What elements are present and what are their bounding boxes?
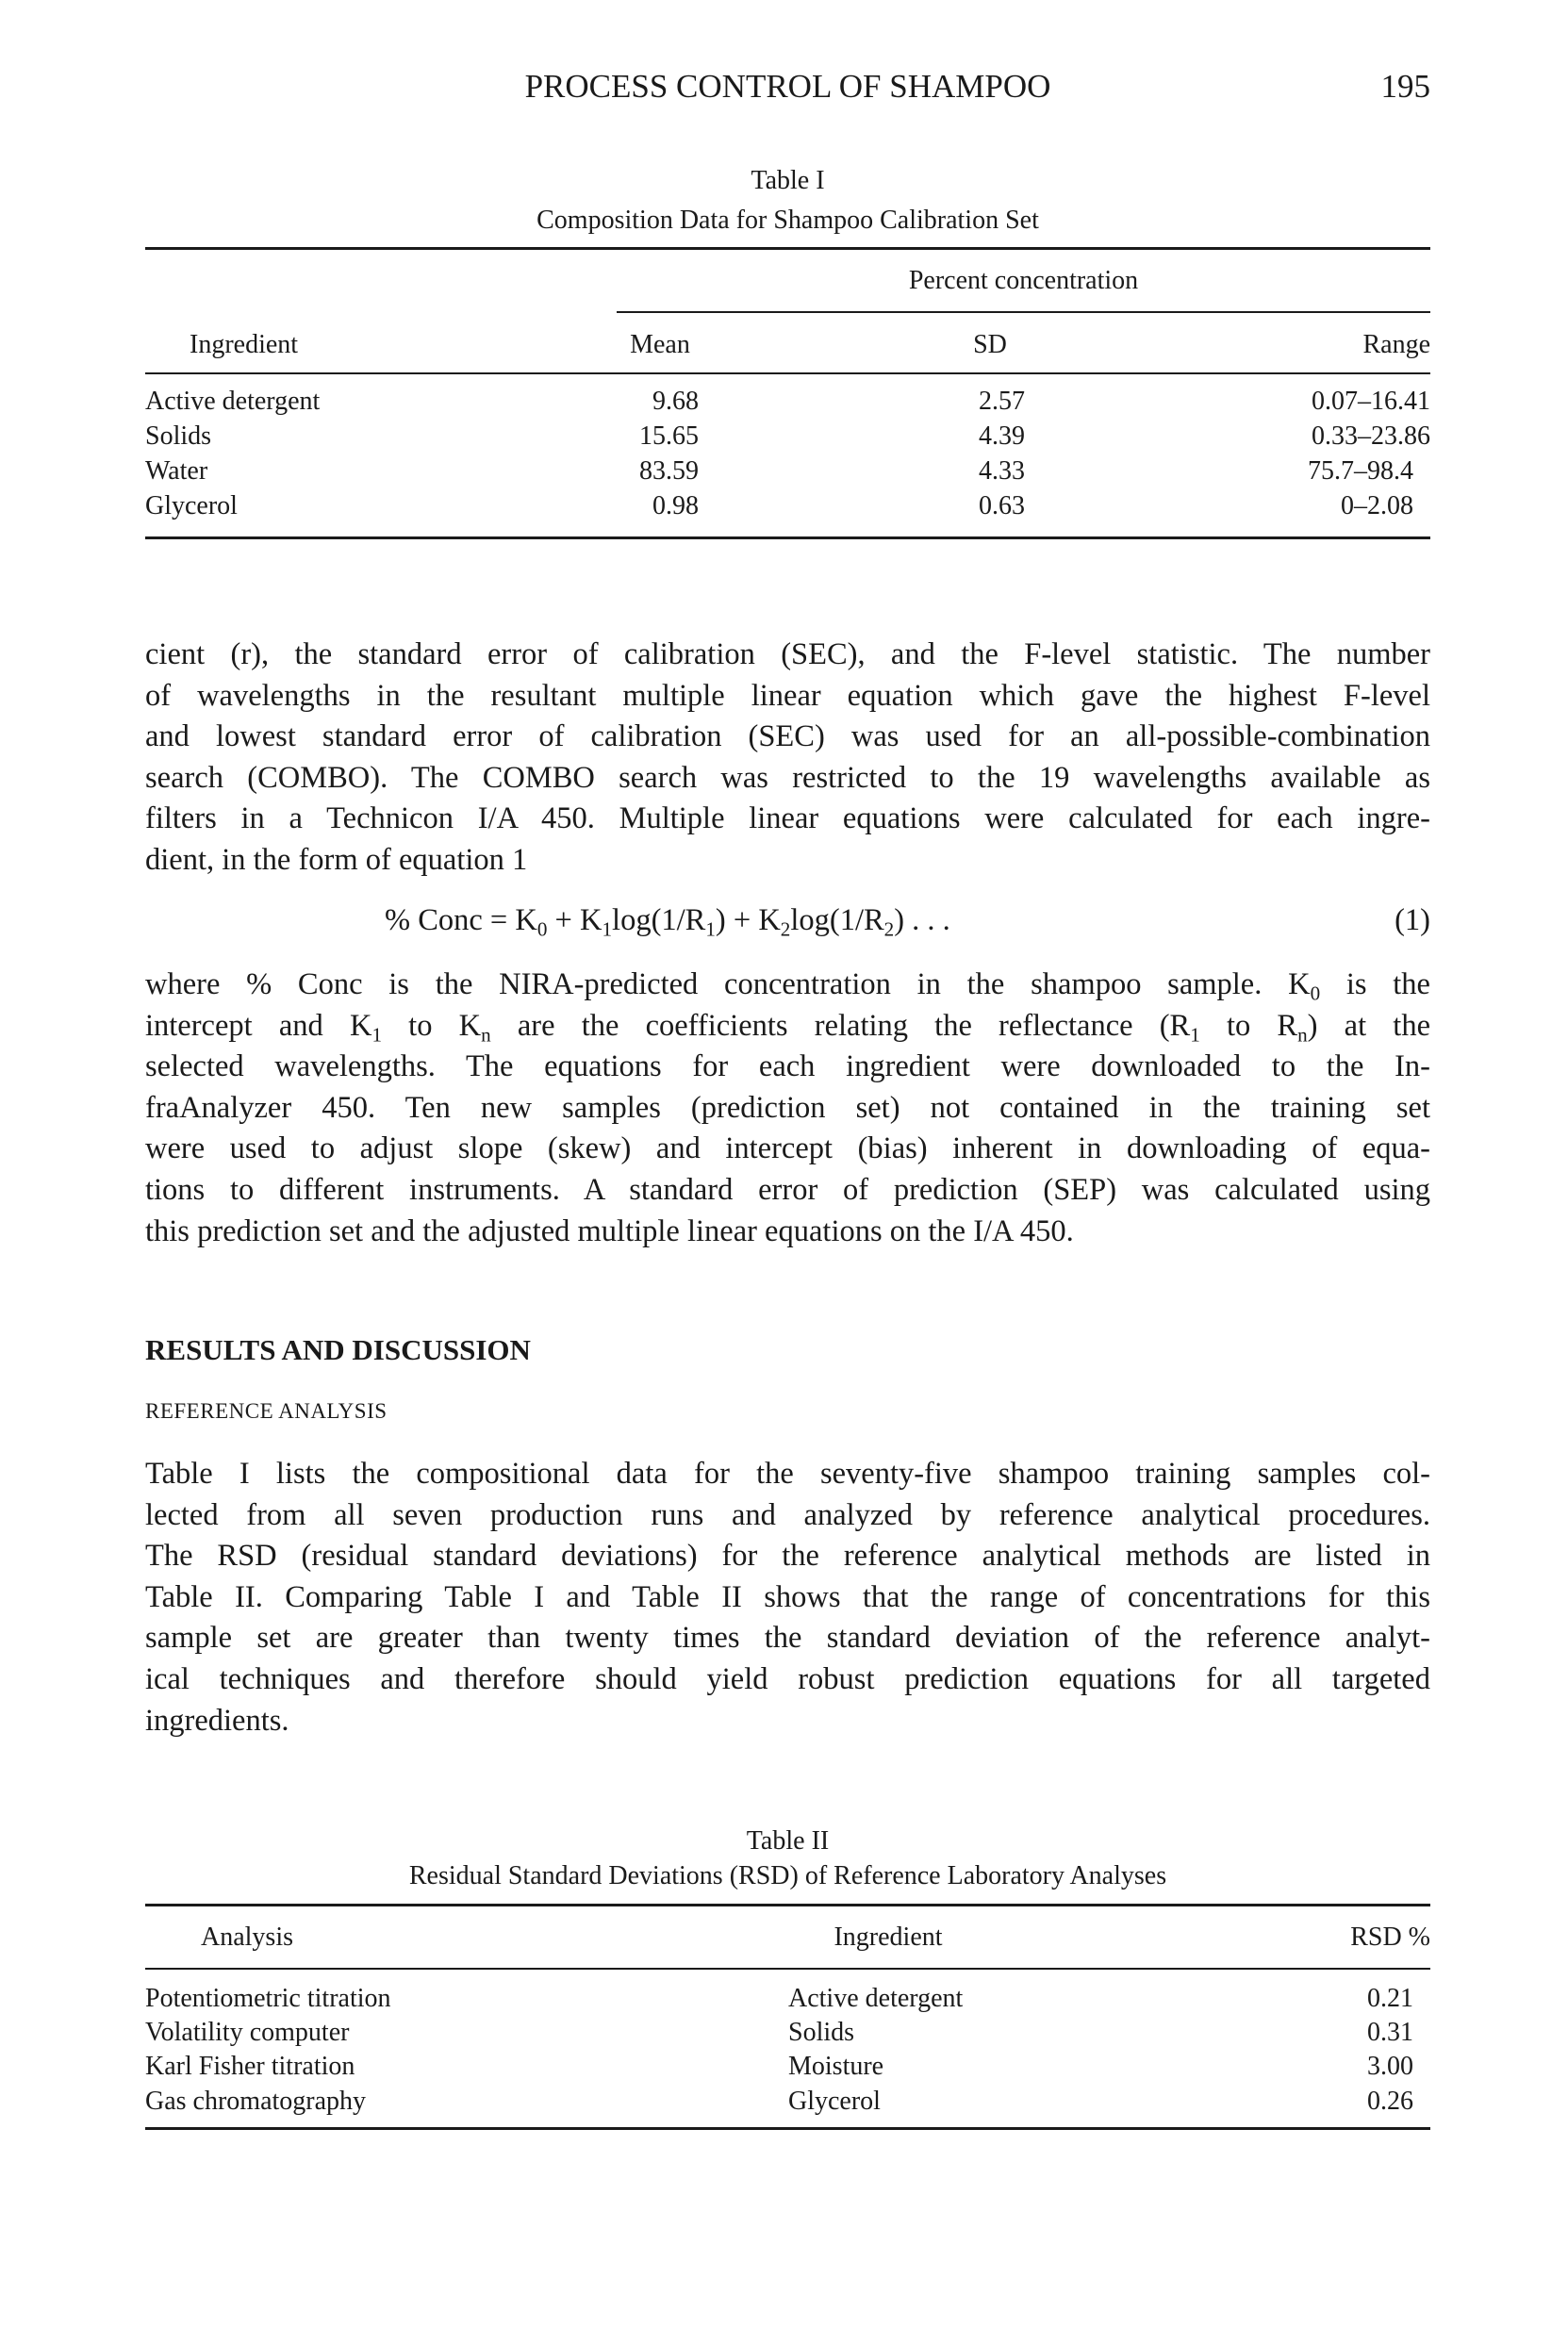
cell-ingredient: Water xyxy=(145,456,208,486)
cell-sd: 0.63 xyxy=(979,491,1025,520)
subscript: 2 xyxy=(780,917,791,941)
text-run: selected wavelengths. The equations for each ingredient were downloaded to the In- xyxy=(145,1049,1430,1084)
text-run: lected from all seven production runs and analyzed by reference analytical procedures. xyxy=(145,1497,1430,1532)
text-run: this prediction set and the adjusted multiple linear equations on the I/A 450. xyxy=(145,1213,1074,1248)
text-line xyxy=(145,965,1430,1003)
equation-number: (1) xyxy=(1395,903,1430,937)
text-run: dient, in the form of equation 1 xyxy=(145,843,528,877)
table-rule-header xyxy=(145,372,1430,374)
table-1-caption: Composition Data for Shampoo Calibration Set xyxy=(536,206,1039,235)
text-line xyxy=(145,718,1430,755)
text-line xyxy=(145,1007,1430,1045)
text-run: where % Conc is the NIRA-predicted concentration in the shampoo sample. K xyxy=(145,967,1311,1001)
text-run: sample set are greater than twenty times the standard deviation of the reference analyt- xyxy=(145,1621,1430,1656)
running-title: PROCESS CONTROL OF SHAMPOO xyxy=(524,68,1051,105)
text-line xyxy=(145,677,1430,715)
cell-mean: 9.68 xyxy=(652,387,699,416)
text-line xyxy=(145,1619,1430,1657)
cell-ingredient: Solids xyxy=(788,2018,855,2047)
cell-range: 0.07–16.41 xyxy=(1312,387,1430,416)
table-2-col-header: Analysis xyxy=(201,1923,293,1952)
text-run: to R xyxy=(1199,1008,1298,1043)
table-rule-top xyxy=(145,1904,1430,1906)
table-1-col-header: SD xyxy=(973,330,1007,359)
cell-range: 75.7–98.4 xyxy=(1308,456,1413,486)
table-rule-bottom xyxy=(145,536,1430,539)
cell-sd: 4.39 xyxy=(979,421,1025,451)
subscript: n xyxy=(481,1022,491,1046)
text-run: are the coefficients relating the reflectance (R xyxy=(490,1008,1191,1043)
text-run: filters in a Technicon I/A 450. Multiple linear equations were calculated for each ingre- xyxy=(145,801,1430,836)
text-run: is the xyxy=(1320,967,1430,1001)
cell-ingredient: Active detergent xyxy=(788,1984,964,2013)
text-line xyxy=(145,841,1430,879)
text-line xyxy=(145,1171,1430,1209)
cell-analysis: Volatility computer xyxy=(145,2018,350,2047)
table-2-label: Table II xyxy=(746,1826,830,1856)
subscript: 1 xyxy=(371,1022,382,1046)
cell-mean: 0.98 xyxy=(652,491,699,520)
cell-ingredient: Glycerol xyxy=(145,491,238,520)
table-2-col-header: Ingredient xyxy=(834,1923,943,1952)
text-line xyxy=(145,1702,1430,1740)
text-run: ical techniques and therefore should yield robust prediction equations for all targeted xyxy=(145,1662,1430,1696)
table-2-caption: Residual Standard Deviations (RSD) of Reference Laboratory Analyses xyxy=(408,1861,1167,1890)
text-line xyxy=(145,1537,1430,1575)
section-heading: RESULTS AND DISCUSSION xyxy=(145,1333,531,1366)
text-run: search (COMBO). The COMBO search was restricted to the 19 wavelengths available as xyxy=(145,760,1430,795)
subscript: 1 xyxy=(1190,1022,1200,1046)
subscript: 1 xyxy=(705,917,716,941)
subscript: 1 xyxy=(602,917,613,941)
cell-ingredient: Active detergent xyxy=(145,387,321,416)
text-run: ) at the xyxy=(1307,1008,1431,1043)
text-run: of wavelengths in the resultant multiple linear equation which gave the highest F-level xyxy=(145,678,1430,713)
table-rule-bottom xyxy=(145,2127,1430,2130)
cell-ingredient: Solids xyxy=(145,421,212,451)
text-line xyxy=(145,1130,1430,1167)
text-run: were used to adjust slope (skew) and intercept (bias) inherent in downloading of equa- xyxy=(145,1131,1430,1166)
text-line xyxy=(145,1089,1430,1127)
table-rule-header xyxy=(145,1968,1430,1970)
cell-analysis: Potentiometric titration xyxy=(145,1984,391,2013)
text-run: intercept and K xyxy=(145,1008,372,1043)
text-run: The RSD (residual standard deviations) for the reference analytical methods are listed in xyxy=(145,1539,1430,1574)
page-number: 195 xyxy=(1380,68,1430,105)
text-run: ) . . . xyxy=(894,903,950,937)
text-run: Table I lists the compositional data for the seventy-five shampoo training samples col- xyxy=(145,1457,1430,1491)
text-line xyxy=(145,1048,1430,1085)
cell-ingredient: Glycerol xyxy=(788,2087,881,2116)
table-rule-top xyxy=(145,247,1430,250)
text-run: ingredients. xyxy=(145,1703,289,1738)
text-run: fraAnalyzer 450. Ten new samples (prediction set) not contained in the training set xyxy=(145,1090,1430,1125)
text-line xyxy=(145,800,1430,837)
text-run: tions to different instruments. A standard error of prediction (SEP) was calculated using xyxy=(145,1173,1430,1207)
text-run: + K xyxy=(547,903,602,937)
text-run: Table II. Comparing Table I and Table II shows that the range of concentrations for this xyxy=(145,1579,1430,1614)
text-line xyxy=(145,1455,1430,1493)
cell-sd: 4.33 xyxy=(979,456,1025,486)
text-run: cient (r), the standard error of calibration (SEC), and the F-level statistic. The number xyxy=(145,637,1430,671)
text-line xyxy=(145,759,1430,797)
table-1-col-header: Mean xyxy=(630,330,690,359)
subscript: 2 xyxy=(883,917,895,941)
cell-rsd: 3.00 xyxy=(1367,2052,1413,2081)
table-rule-group xyxy=(617,311,1430,313)
text-run: and lowest standard error of calibration (SEC) was used for an all-possible-combination xyxy=(145,719,1430,754)
text-run: ) + K xyxy=(715,903,781,937)
cell-rsd: 0.26 xyxy=(1367,2087,1413,2116)
text-line xyxy=(145,635,1430,673)
table-1-col-header: Range xyxy=(1362,330,1430,359)
cell-range: 0.33–23.86 xyxy=(1312,421,1430,451)
table-1-label: Table I xyxy=(751,166,825,195)
cell-analysis: Karl Fisher titration xyxy=(145,2052,355,2081)
cell-ingredient: Moisture xyxy=(788,2052,884,2081)
cell-mean: 15.65 xyxy=(639,421,699,451)
subscript: n xyxy=(1297,1022,1308,1046)
cell-mean: 83.59 xyxy=(639,456,699,486)
cell-range: 0–2.08 xyxy=(1341,491,1413,520)
table-1-col-header: Ingredient xyxy=(190,330,299,359)
text-line xyxy=(145,1496,1430,1534)
subsection-heading: REFERENCE ANALYSIS xyxy=(145,1399,388,1423)
subscript: 0 xyxy=(536,917,548,941)
cell-analysis: Gas chromatography xyxy=(145,2087,367,2116)
text-line xyxy=(145,1660,1430,1698)
cell-rsd: 0.31 xyxy=(1367,2018,1413,2047)
text-line xyxy=(145,1578,1430,1616)
cell-rsd: 0.21 xyxy=(1367,1984,1413,2013)
text-run: log(1/R xyxy=(790,903,884,937)
text-run: to K xyxy=(382,1008,482,1043)
text-line xyxy=(145,1213,1430,1250)
table-1-group-header: Percent concentration xyxy=(908,266,1139,295)
equation-1 xyxy=(385,903,950,941)
subscript: 0 xyxy=(1310,982,1321,1005)
text-run: % Conc = K xyxy=(385,903,537,937)
text-run: log(1/R xyxy=(612,903,706,937)
cell-sd: 2.57 xyxy=(979,387,1025,416)
table-2-col-header: RSD % xyxy=(1350,1923,1430,1952)
